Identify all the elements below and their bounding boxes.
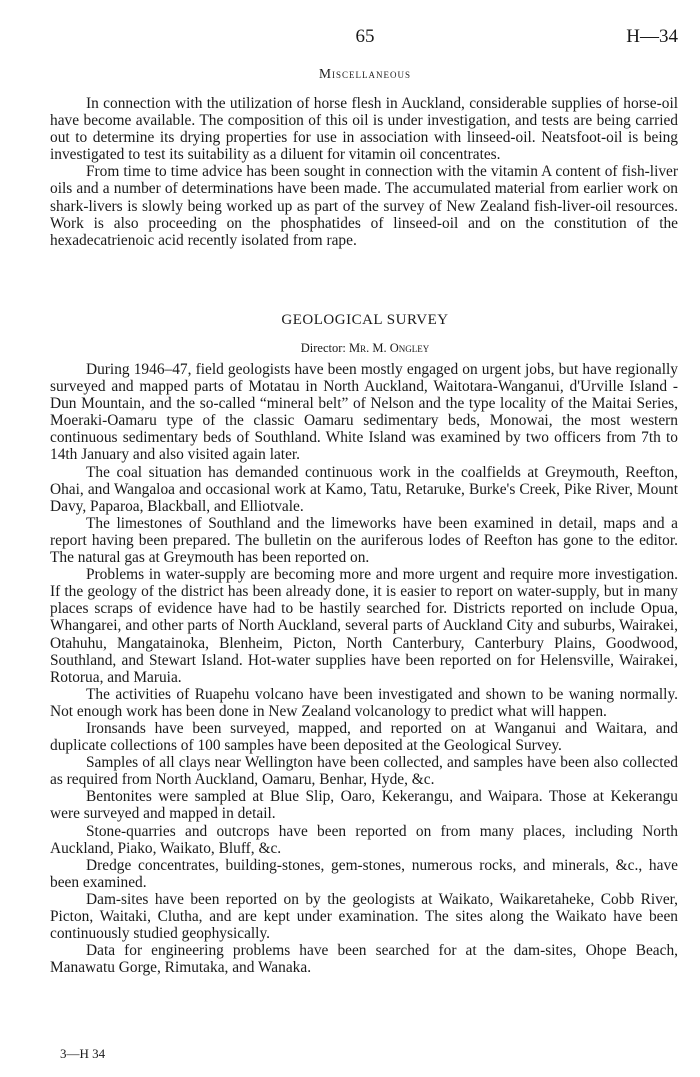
document-reference: H—34 [626, 26, 678, 47]
paragraph: Samples of all clays near Wellington have been collected, and samples have been also collected as required from North Auckland, Oamaru, Benhar, Hyde, &c. [50, 754, 678, 789]
paragraph: The activities of Ruapehu volcano have been investigated and shown to be waning normally. Not enough work has been done in New Zealand volcanology to predict what will happen. [50, 685, 678, 720]
paragraph: Dam-sites have been reported on by the geologists at Waikato, Waikaretaheke, Cobb River, Picton, Waitaki, Clutha, and are kept under examination. The sites along the Waikato have been continuously studied geophysically. [50, 890, 678, 943]
paragraph: In connection with the utilization of horse flesh in Auckland, considerable supplies of horse-oil have become available. The composition of this oil is under investigation, and tests are being carried out to determine its drying properties for use in association with linseed-oil. Neatsfoot-oil is being investigated to test its suitability as a diluent for vitamin oil concentrates. [50, 95, 678, 164]
paragraph: The limestones of Southland and the limeworks have been examined in detail, maps and a report having been prepared. The bulletin on the auriferous lodes of Reefton has gone to the editor. The natural gas at Greymouth has been reported on. [50, 514, 678, 567]
miscellaneous-heading: Miscellaneous [318, 66, 411, 81]
director-line [0, 341, 700, 356]
paragraph: Dredge concentrates, building-stones, gem-stones, numerous rocks, and minerals, &c., have been examined. [50, 856, 678, 891]
paragraph: Bentonites were sampled at Blue Slip, Oaro, Kekerangu, and Waipara. Those at Kekerangu were surveyed and mapped in detail. [50, 788, 678, 823]
paragraph: Ironsands have been surveyed, mapped, and reported on at Wanganui and Waitara, and duplicate collections of 100 samples have been deposited at the Geological Survey. [50, 719, 678, 755]
director-label: Director: [300, 341, 346, 355]
director-name: Mr. M. Ongley [348, 341, 430, 355]
miscellaneous-section [50, 95, 678, 249]
geological-survey-section [50, 361, 678, 976]
paragraph: During 1946–47, field geologists have been mostly engaged on urgent jobs, but have regionally surveyed and mapped parts of Motatau in North Auckland, Waitotara-Wanganui, d'Urville Island - Dun Mountain, and the so-called “mineral belt” of Nelson and the type locality of the Maitai Series, Moeraki-Oamaru type of the classic Oamaru sedimentary beds, Monowai, the most western continuous sedimentary beds of Southland. White Island was examined by two officers from 7th to 14th January and also visited again later. [50, 361, 678, 464]
signature-mark: 3—H 34 [60, 1046, 106, 1061]
paragraph: Stone-quarries and outcrops have been reported on from many places, including North Auckland, Piako, Waikato, Bluff, &c. [50, 822, 678, 857]
paragraph: Problems in water-supply are becoming more and more urgent and require more investigation. If the geology of the district has been already done, it is easier to report on water-supply, but in many places scraps of evidence have had to be hastily searched for. Districts reported on include Opua, Whangarei, and other parts of North Auckland, several parts of Auckland City and suburbs, Wairakei, Otahuhu, Mangatainoka, Blenheim, Picton, North Canterbury, Canterbury Plains, Goodwood, Southland, and Stewart Island. Hot-water supplies have been reported on for Helensville, Wairakei, Rotorua, and Maruia. [50, 566, 678, 686]
geological-survey-heading: GEOLOGICAL SURVEY [281, 312, 449, 328]
paragraph: The coal situation has demanded continuous work in the coalfields at Greymouth, Reefton, Ohai, and Wangaloa and occasional work at Kamo, Tatu, Retaruke, Burke's Creek, Pike River, Mount Davy, Paparoa, Blackball, and Elliotvale. [50, 463, 678, 515]
paragraph: Data for engineering problems have been searched for at the dam-sites, Ohope Beach, Manawatu Gorge, Rimutaka, and Wanaka. [50, 942, 678, 977]
page-number: 65 [355, 26, 375, 47]
paragraph: From time to time advice has been sought in connection with the vitamin A content of fish-liver oils and a number of determinations have been made. The accumulated material from earlier work on shark-livers is slowly being worked up as part of the survey of New Zealand fish-liver-oil resources. Work is also proceeding on the phosphatides of linseed-oil and on the constitution of the hexadecatrienoic acid recently isolated from rape. [50, 163, 678, 249]
